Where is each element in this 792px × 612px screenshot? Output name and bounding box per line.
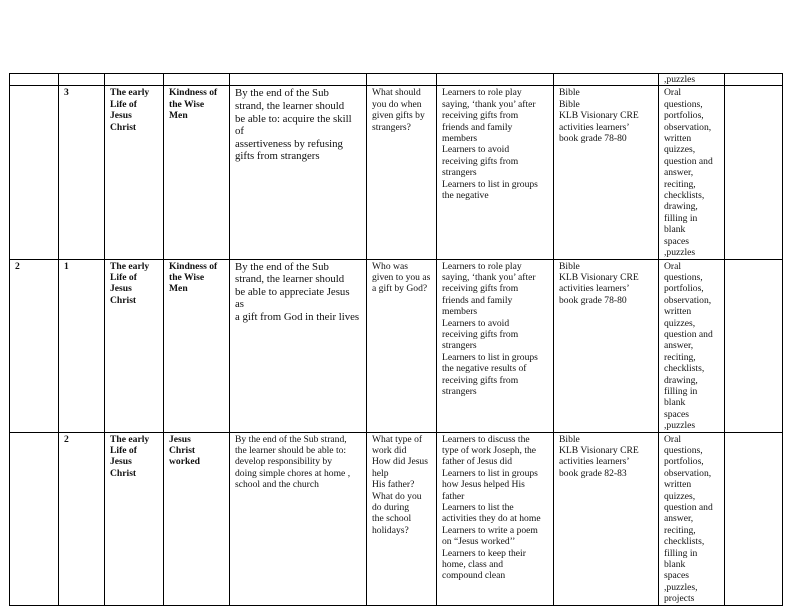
cell-week bbox=[10, 432, 59, 605]
cell-outcomes: By the end of the Sub strand, the learner should be able to: acquire the skill of assertiveness by refusing gifts from strangers bbox=[230, 86, 367, 259]
table-row bbox=[10, 432, 783, 605]
table-row bbox=[10, 259, 783, 432]
cell-outcomes: By the end of the Sub strand, the learner should be able to: develop responsibility by doing simple chores at home , school and the church bbox=[230, 432, 367, 605]
cell-outcomes: By the end of the Sub strand, the learner should be able to appreciate Jesus as a gift from God in their lives bbox=[230, 259, 367, 432]
cell-reflection bbox=[725, 86, 783, 259]
cell-lesson bbox=[59, 74, 105, 86]
cell-resources: Bible Bible KLB Visionary CRE activities learners’ book grade 78-80 bbox=[554, 86, 659, 259]
cell-lesson: 1 bbox=[59, 259, 105, 432]
cell-sub-strand: Kindness of the Wise Men bbox=[164, 259, 230, 432]
cell-sub-strand: Jesus Christ worked bbox=[164, 432, 230, 605]
cell-inquiry: What should you do when given gifts by strangers? bbox=[367, 86, 437, 259]
cell-lesson: 2 bbox=[59, 432, 105, 605]
cell-inquiry: Who was given to you as a gift by God? bbox=[367, 259, 437, 432]
cell-reflection bbox=[725, 74, 783, 86]
cell-inquiry bbox=[367, 74, 437, 86]
cell-lesson: 3 bbox=[59, 86, 105, 259]
cell-week bbox=[10, 86, 59, 259]
cell-strand bbox=[105, 74, 164, 86]
cell-sub-strand bbox=[164, 74, 230, 86]
cell-inquiry: What type of work did How did Jesus help His father? What do you do during the school holidays? bbox=[367, 432, 437, 605]
cell-strand: The early Life of Jesus Christ bbox=[105, 86, 164, 259]
cell-resources: Bible KLB Visionary CRE activities learners’ book grade 78-80 bbox=[554, 259, 659, 432]
cell-week: 2 bbox=[10, 259, 59, 432]
cell-strand: The early Life of Jesus Christ bbox=[105, 259, 164, 432]
cell-assessment: Oral questions, portfolios, observation, written quizzes, question and answer, reciting, checklists, filling in blank spaces ,puzzles, projects bbox=[659, 432, 725, 605]
cell-experiences: Learners to role play saying, ‘thank you’ after receiving gifts from friends and family members Learners to avoid receiving gifts from strangers Learners to list in groups the negative results of receiving gifts from strangers bbox=[437, 259, 554, 432]
table-row bbox=[10, 86, 783, 259]
cell-resources: Bible KLB Visionary CRE activities learners’ book grade 82-83 bbox=[554, 432, 659, 605]
cell-experiences: Learners to discuss the type of work Joseph, the father of Jesus did Learners to list in groups how Jesus helped His father Learners to list the activities they do at home Learners to write a poem on “Jesus worked’’ Learners to keep their home, class and compound clean bbox=[437, 432, 554, 605]
cell-resources bbox=[554, 74, 659, 86]
table-row bbox=[10, 74, 783, 86]
cell-strand: The early Life of Jesus Christ bbox=[105, 432, 164, 605]
cell-reflection bbox=[725, 259, 783, 432]
cell-sub-strand: Kindness of the Wise Men bbox=[164, 86, 230, 259]
cell-experiences bbox=[437, 74, 554, 86]
scheme-of-work-table bbox=[9, 73, 783, 606]
cell-outcomes bbox=[230, 74, 367, 86]
cell-assessment: Oral questions, portfolios, observation, written quizzes, question and answer, reciting, checklists, drawing, filling in blank spaces ,puzzles bbox=[659, 86, 725, 259]
cell-assessment: ,puzzles bbox=[659, 74, 725, 86]
cell-week bbox=[10, 74, 59, 86]
cell-reflection bbox=[725, 432, 783, 605]
cell-assessment: Oral questions, portfolios, observation, written quizzes, question and answer, reciting, checklists, drawing, filling in blank spaces ,puzzles bbox=[659, 259, 725, 432]
cell-experiences: Learners to role play saying, ‘thank you’ after receiving gifts from friends and family members Learners to avoid receiving gifts from strangers Learners to list in groups the negative bbox=[437, 86, 554, 259]
